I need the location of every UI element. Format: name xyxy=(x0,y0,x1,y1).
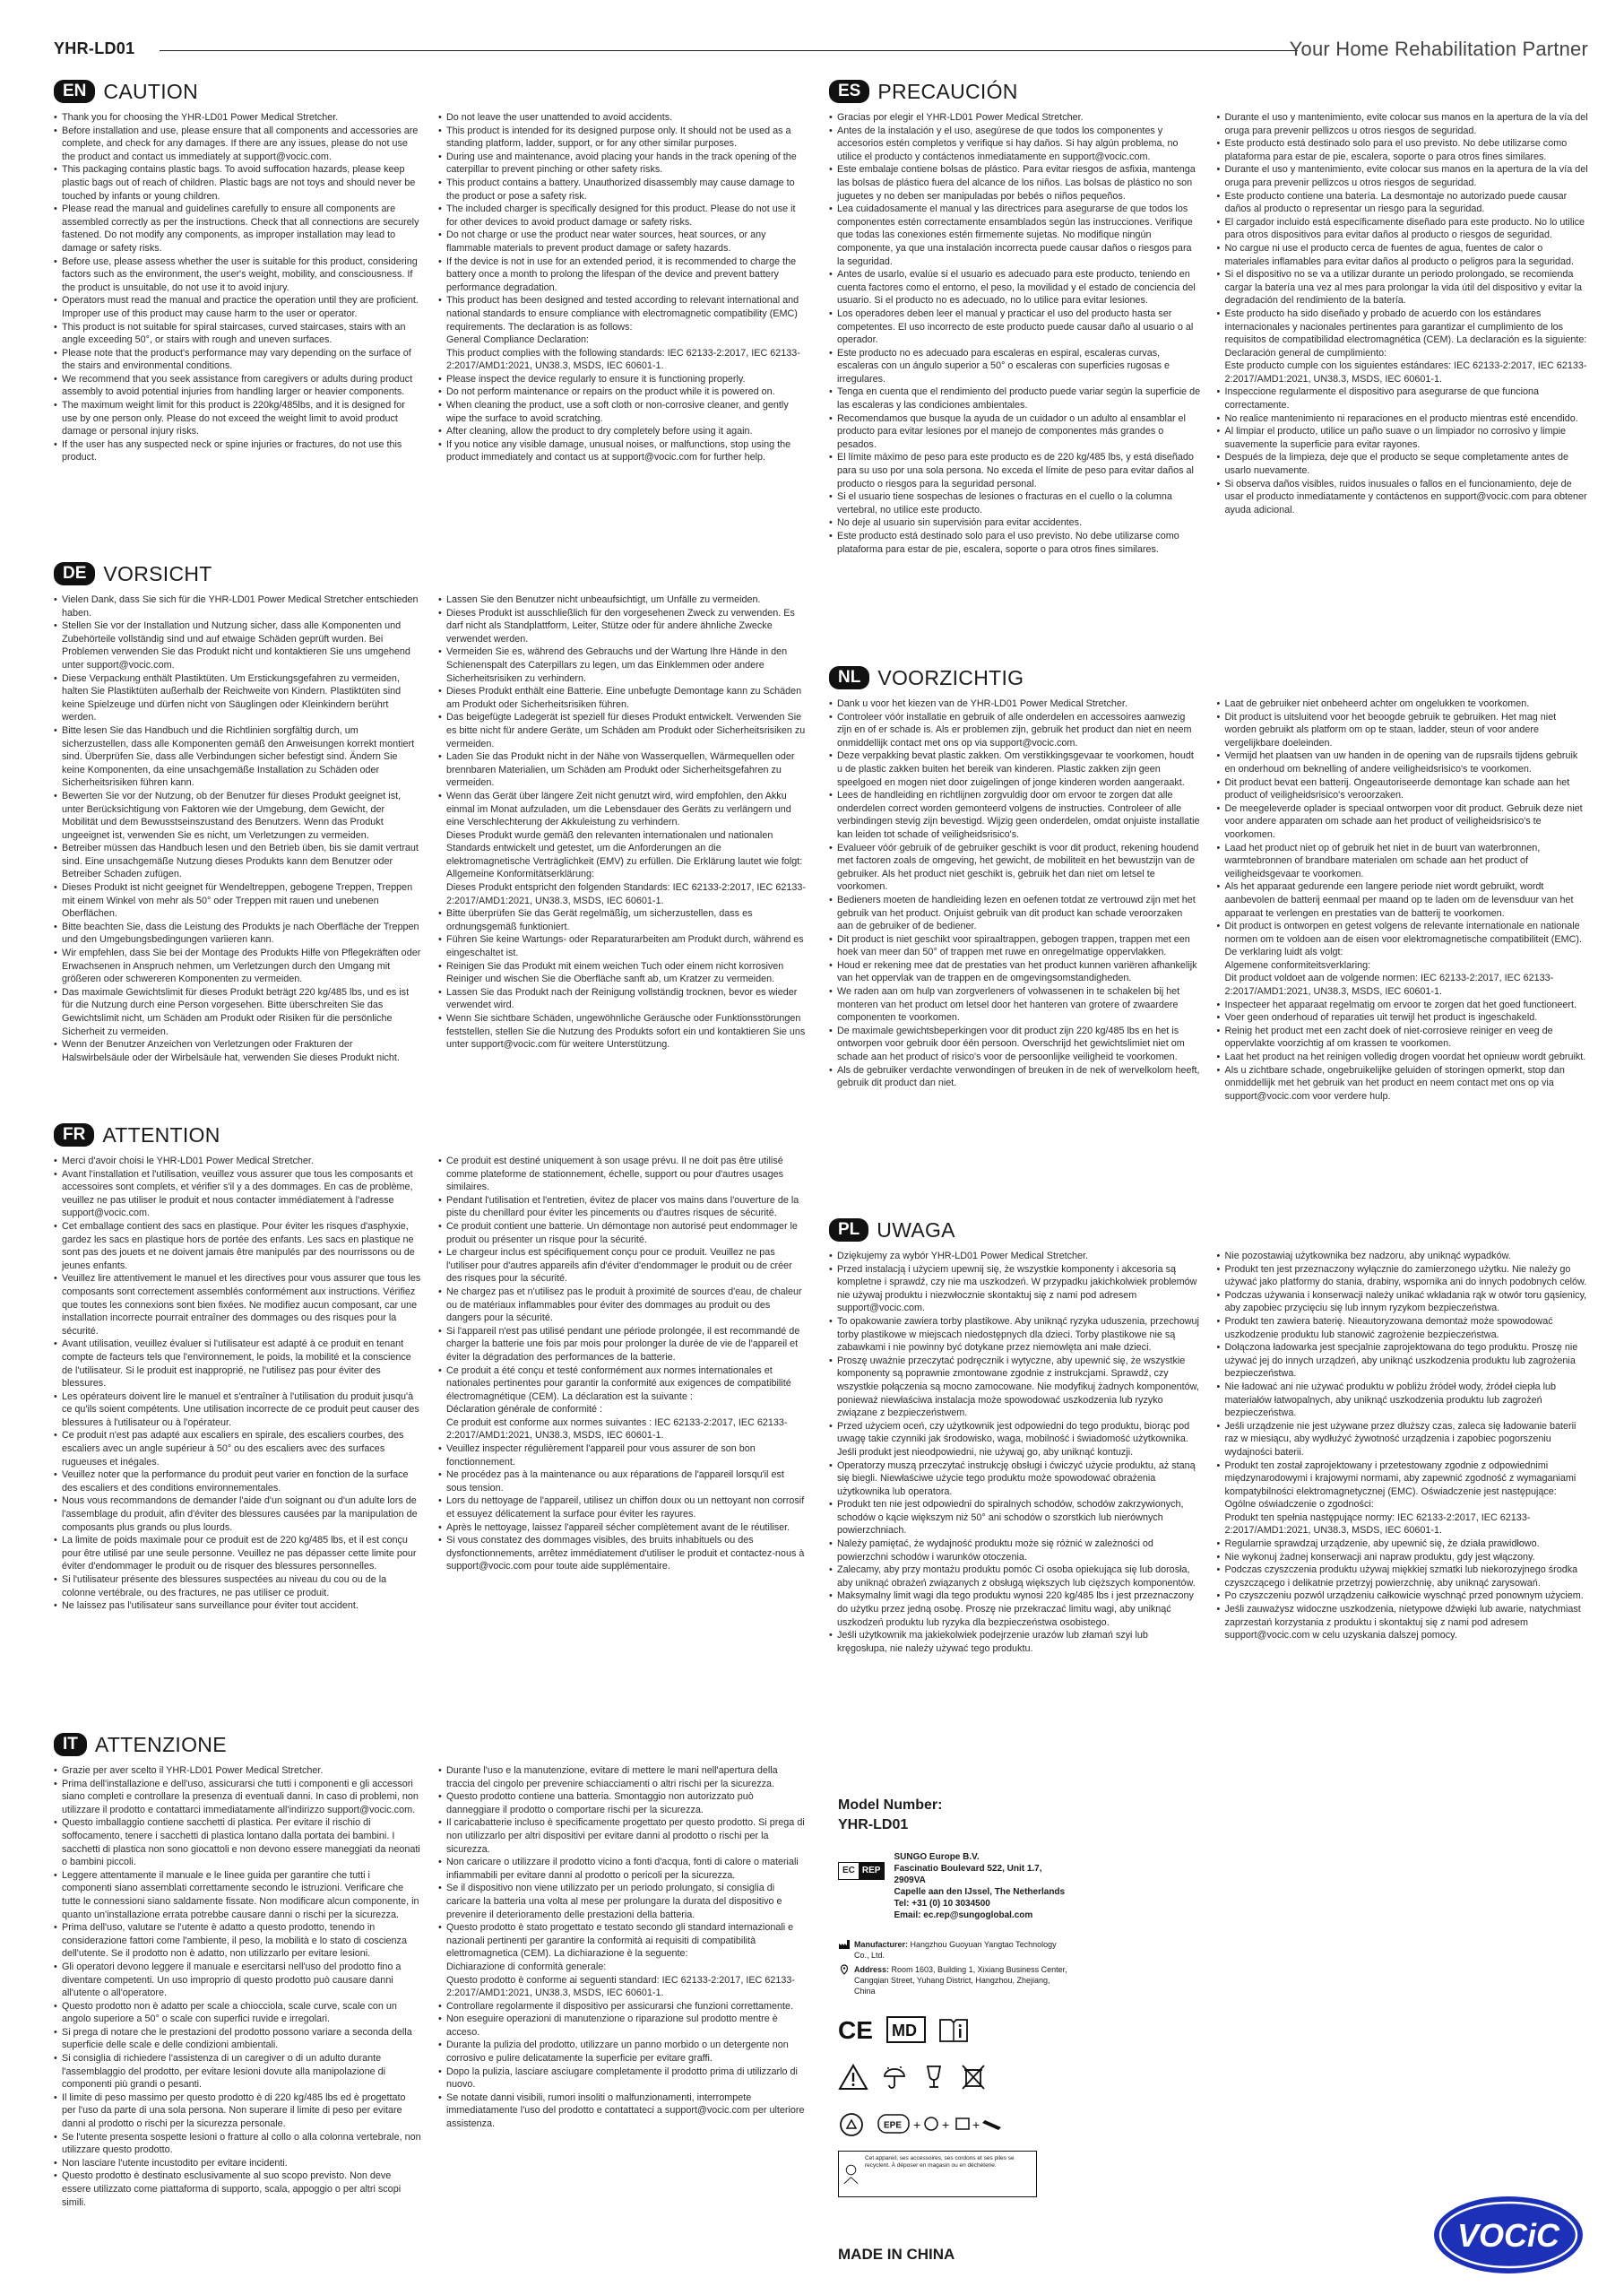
list-item: • Dieses Produkt enthält eine Batterie. Eine unbefugte Demontage kann zu Schäden am Produkt oder Sicherheitsrisiken führen. xyxy=(438,685,807,711)
list-item: • Dopo la pulizia, lasciare asciugare completamente il prodotto prima di utilizzarlo di nuovo. xyxy=(438,2066,807,2091)
caution-list xyxy=(438,1764,807,2131)
list-item: • El límite máximo de peso para este producto es de 220 kg/485 lbs, y está diseñado para su uso por una sola persona. No exceda el límite de peso para evitar daños al producto o riesgos para la seguridad personal. xyxy=(829,451,1201,490)
section-nl xyxy=(829,665,1588,1103)
section-it xyxy=(54,1732,807,2209)
list-item: • Antes de usarlo, evalúe si el usuario es adecuado para este producto, teniendo en cuenta factores como el entorno, el peso, la movilidad y el estado de conciencia del usuario. Si el producto no es adecuado, no lo utilice para evitar lesiones. xyxy=(829,268,1201,307)
list-item: • Cet emballage contient des sacs en plastique. Pour éviter les risques d'asphyxie, gardez les sacs en plastique hors de portée des enfants. Les sacs en plastique ne sont pas des jouets et ne doivent jamais être manipulés par des nourrissons ou de jeunes enfants. xyxy=(54,1220,422,1272)
list-item: • Inspecteer het apparaat regelmatig om ervoor te zorgen dat het goed functioneert. xyxy=(1217,999,1589,1012)
header-rule xyxy=(160,50,1298,51)
list-item: • Questo prodotto contiene una batteria. Smontaggio non autorizzato può danneggiare il prodotto o comportare rischi per la sicurezza. xyxy=(438,1790,807,1816)
list-item: • Si l'utilisateur présente des blessures suspectées au niveau du cou ou de la colonne vertébrale, ou des fractures, ne pas utiliser ce produit. xyxy=(54,1573,422,1599)
ce-mark-icon xyxy=(838,2016,874,2043)
list-item: • Deze verpakking bevat plastic zakken. Om verstikkingsgevaar te voorkomen, houdt u de plastic zakken buiten het bereik van kinderen. Plastic zakken zijn geen speelgoed en mogen niet door zuigelingen of jonge kinderen worden aangeraakt. xyxy=(829,749,1201,789)
list-item: • Houd er rekening mee dat de prestaties van het product kunnen variëren afhankelijk van het oppervlak van de trappen en de omgevingsomstandigheden. xyxy=(829,959,1201,985)
list-item: • Lassen Sie den Benutzer nicht unbeaufsichtigt, um Unfälle zu vermeiden. xyxy=(438,593,807,607)
list-item: • Si vous constatez des dommages visibles, des bruits inhabituels ou des dysfonctionnements, arrêtez immédiatement d'utiliser le produit et contactez-nous à support@vocic.com pour toute aide supplémentaire. xyxy=(438,1534,807,1573)
list-item: • Durante la pulizia del prodotto, utilizzare un panno morbido o un detergente non corrosivo e pulire delicatamente la superficie per evitare graffi. xyxy=(438,2039,807,2065)
list-item: • Nie pozostawiaj użytkownika bez nadzoru, aby uniknąć wypadków. xyxy=(1217,1250,1589,1263)
section-en xyxy=(54,79,807,464)
list-item: • Vermijd het plaatsen van uw handen in de opening van de rupsrails tijdens gebruik en onderhoud om beknelling of andere veiligheidsrisico's te voorkomen. xyxy=(1217,749,1589,775)
list-item: • If you notice any visible damage, unusual noises, or malfunctions, stop using the product immediately and contact us at support@vocic.com for further help. xyxy=(438,438,807,464)
list-item: • Non caricare o utilizzare il prodotto vicino a fonti d'acqua, fonti di calore o materiali infiammabili per evitare danni al prodotto o pericoli per la sicurezza. xyxy=(438,1856,807,1882)
list-item: • No deje al usuario sin supervisión para evitar accidentes. xyxy=(829,516,1201,530)
caution-list xyxy=(829,697,1201,1090)
list-item: • Produkt ten został zaprojektowany i przetestowany zgodnie z odpowiednimi międzynarodowymi i krajowymi normami, aby zapewnić zgodność z wymaganiami kompatybilności elektromagnetycznej (EMC). Oświadczenie jest następujące: xyxy=(1217,1459,1589,1499)
list-item: • Pendant l'utilisation et l'entretien, évitez de placer vos mains dans l'ouverture de la piste du chenillard pour éviter les pincements ou d'autres risques de sécurité. xyxy=(438,1194,807,1220)
svg-text:+: + xyxy=(972,2117,980,2132)
lang-badge-de: DE xyxy=(54,562,95,585)
list-item: • Voer geen onderhoud of reparaties uit terwijl het product is ingeschakeld. xyxy=(1217,1011,1589,1025)
list-item: • Non eseguire operazioni di manutenzione o riparazione sul prodotto mentre è acceso. xyxy=(438,2013,807,2039)
list-item: • Dank u voor het kiezen van de YHR-LD01 Power Medical Stretcher. xyxy=(829,697,1201,711)
list-item: • Before installation and use, please ensure that all components and accessories are complete, and check for any damages. If there are any issues, please do not use the product and contact us immediately at support@vocic.com. xyxy=(54,125,422,164)
list-item: • This packaging contains plastic bags. To avoid suffocation hazards, please keep plastic bags out of reach of children. Plastic bags are not toys and should never be touched by infants or young children. xyxy=(54,163,422,203)
list-item: • Wenn Sie sichtbare Schäden, ungewöhnliche Geräusche oder Funktionsstörungen feststellen, stellen Sie die Nutzung des Produkts sofort ein und kontaktieren Sie uns unter support@vocic.com für weitere Unterstützung. xyxy=(438,1012,807,1052)
keep-dry-icon xyxy=(881,2064,908,2091)
caution-list xyxy=(54,111,422,464)
list-item: • Inspeccione regularmente el dispositivo para asegurarse de que funciona correctamente. xyxy=(1217,385,1589,411)
list-item: • The included charger is specifically designed for this product. Please do not use it for other devices to avoid product damage or safety risks. xyxy=(438,203,807,229)
list-item: • Do not leave the user unattended to avoid accidents. xyxy=(438,111,807,125)
list-item: • Reinigen Sie das Produkt mit einem weichen Tuch oder einem nicht korrosiven Reiniger und wischen Sie die Oberfläche sanft ab, um Kratzer zu vermeiden. xyxy=(438,960,807,986)
svg-text:CE: CE xyxy=(838,2016,873,2043)
list-item: • Vermeiden Sie es, während des Gebrauchs und der Wartung Ihre Hände in den Schienenspalt des Caterpillars zu legen, um das Einklemmen oder andere Sicherheitsrisiken zu verhindern. xyxy=(438,645,807,685)
list-item: • Ce produit a été conçu et testé conformément aux normes internationales et nationales pertinentes pour garantir la conformité aux exigences de compatibilité électromagnétique (CEM). La déclaration est la suivante : xyxy=(438,1364,807,1404)
list-item: • Please read the manual and guidelines carefully to ensure all components are assembled correctly as per the instructions. Check that all connections are securely fastened. Do not modify any components, as improper installation may lead to damage or safety risks. xyxy=(54,203,422,255)
recycle-note: Cet appareil, ses accessoires, ses cordons et ses piles se recyclent. À déposer en magasin ou en déchèterie. xyxy=(865,2155,1015,2169)
list-item: • Dziękujemy za wybór YHR-LD01 Power Medical Stretcher. xyxy=(829,1250,1201,1263)
svg-text:MD: MD xyxy=(892,2022,917,2040)
list-item: • Se il dispositivo non viene utilizzato per un periodo prolungato, si consiglia di caricare la batteria una volta al mese per prolungare la durata del dispositivo e prevenire il deterioramento delle prestazioni della batteria. xyxy=(438,1882,807,1921)
ec-rep-address xyxy=(894,1851,1071,1921)
list-item: • Se notate danni visibili, rumori insoliti o malfunzionamenti, interrompete immediatamente l'uso del prodotto e contattateci a support@vocic.com per ulteriore assistenza. xyxy=(438,2091,807,2131)
tagline: Your Home Rehabilitation Partner xyxy=(1289,38,1588,60)
list-item: • Maksymalny limit wagi dla tego produktu wynosi 220 kg/485 lbs i jest przeznaczony do użytku przez jedną osobę. Proszę nie przekraczać limitu wagi, aby uniknąć uszkodzeń produktu lub ryzyka dla bezpieczeństwa osobistego. xyxy=(829,1589,1201,1629)
list-item: • Stellen Sie vor der Installation und Nutzung sicher, dass alle Komponenten und Zubehörteile vollständig sind und auf etwaige Schäden geprüft wurden. Bei Problemen verwenden Sie das Produkt nicht und kontaktieren Sie uns umgehend unter support@vocic.com. xyxy=(54,619,422,671)
factory-icon xyxy=(838,1939,851,1950)
svg-text:+: + xyxy=(942,2117,950,2132)
lang-badge-fr: FR xyxy=(54,1123,94,1147)
recycling-symbols xyxy=(838,2111,1071,2138)
list-item: • Merci d'avoir choisi le YHR-LD01 Power Medical Stretcher. xyxy=(54,1155,422,1168)
list-item: • This product is intended for its designed purpose only. It should not be used as a standing platform, ladder, support, or for any other similar purposes. xyxy=(438,125,807,151)
caution-list xyxy=(438,1155,807,1573)
list-item: Dieses Produkt wurde gemäß den relevanten internationalen und nationalen Standards entwickelt und getestet, um die Anforderungen an die elektromagnetische Verträglichkeit (EMV) zu erfüllen. Die Erklärung lautet wie folgt: xyxy=(446,829,803,867)
list-item: • Tenga en cuenta que el rendimiento del producto puede variar según la superficie de las escaleras y las condiciones ambientales. xyxy=(829,385,1201,411)
lang-badge-es: ES xyxy=(829,80,869,103)
manufacturer-label: Manufacturer: xyxy=(854,1940,909,1949)
list-item: • Regularnie sprawdzaj urządzenie, aby upewnić się, że działa prawidłowo. xyxy=(1217,1537,1589,1551)
list-item: • Zalecamy, aby przy montażu produktu pomóc Ci osoba opiekująca się lub dorosła, aby uniknąć obrażeń związanych z obsługą większych lub cięższych komponentów. xyxy=(829,1563,1201,1589)
list-item: • Laad het product niet op of gebruik het niet in de buurt van waterbronnen, warmtebronnen of brandbare materialen om schade aan het product of veiligheidsgevaar te voorkomen. xyxy=(1217,842,1589,881)
list-item: • No cargue ni use el producto cerca de fuentes de agua, fuentes de calor o materiales inflamables para evitar daños al producto o peligros para la seguridad. xyxy=(1217,242,1589,268)
list-item: • Bitte lesen Sie das Handbuch und die Richtlinien sorgfältig durch, um sicherzustellen, dass alle Komponenten gemäß den Anweisungen korrekt montiert sind. Überprüfen Sie, dass alle Verbindungen sicher befestigt sind. Ändern Sie keine Komponenten, da eine unsachgemäße Installation zu Schäden oder Sicherheitsrisiken führen kann. xyxy=(54,724,422,790)
list-item: • Please note that the product's performance may vary depending on the surface of the stairs and environmental conditions. xyxy=(54,347,422,373)
list-item: • El cargador incluido está específicamente diseñado para este producto. No lo utilice para otros dispositivos para evitar daños al producto o riesgos de seguridad. xyxy=(1217,216,1589,242)
warning-symbols xyxy=(838,2063,1071,2091)
section-es xyxy=(829,79,1588,556)
list-item: • Nie wykonuj żadnej konserwacji ani napraw produktu, gdy jest włączony. xyxy=(1217,1551,1589,1564)
caution-list xyxy=(54,593,422,1064)
list-item: • Grazie per aver scelto il YHR-LD01 Power Medical Stretcher. xyxy=(54,1764,422,1778)
list-item: • Ne laissez pas l'utilisateur sans surveillance pour éviter tout accident. xyxy=(54,1599,422,1613)
list-item: Este producto cumple con los siguientes estándares: IEC 62133-2:2017, IEC 62133-2:2017/AMD1:2021, UN38.3, MSDS, IEC 60601-1. xyxy=(1224,360,1587,385)
list-item: • Bitte überprüfen Sie das Gerät regelmäßig, um sicherzustellen, dass es ordnungsgemäß funktioniert. xyxy=(438,907,807,933)
list-item: • Si consiglia di richiedere l'assistenza di un caregiver o di un adulto durante l'assemblaggio del prodotto, per evitare lesioni dovute alla manipolazione di componenti più grandi o pesanti. xyxy=(54,2052,422,2091)
list-item: • When cleaning the product, use a soft cloth or non-corrosive cleaner, and gently wipe the surface to avoid scratching. xyxy=(438,399,807,425)
list-item: • Before use, please assess whether the user is suitable for this product, considering factors such as the environment, the user's weight, mobility, and consciousness. If the product is unsuitable, do not use it to avoid injury. xyxy=(54,255,422,295)
list-item: Questo prodotto è conforme ai seguenti standard: IEC 62133-2:2017, IEC 62133-2:2017/AMD1:2021, UN38.3, MSDS, IEC 60601-1. xyxy=(446,1974,795,1999)
list-item: • Lassen Sie das Produkt nach der Reinigung vollständig trocknen, bevor es wieder verwendet wird. xyxy=(438,986,807,1012)
caution-list xyxy=(1217,697,1589,1103)
list-item: • Reinig het product met een zacht doek of niet-corrosieve reiniger en veeg de oppervlakte voorzichtig af om krassen te voorkomen. xyxy=(1217,1025,1589,1051)
ec-rep-badge-right: REP xyxy=(859,1863,885,1879)
caution-list xyxy=(829,1250,1201,1655)
list-item: • Este producto está destinado solo para el uso previsto. No debe utilizarse como plataforma para estar de pie, escalera, soporte o para otros fines similares. xyxy=(1217,137,1589,163)
section-title-de: VORSICHT xyxy=(103,561,212,585)
ec-rep-line: Email: ec.rep@sungoglobal.com xyxy=(894,1910,1033,1920)
list-item: • Dit product is niet geschikt voor spiraaltrappen, gebogen trappen, trappen met een hoek van meer dan 50° of trappen met ruwe en onregelmatige oppervlakken. xyxy=(829,933,1201,959)
list-item: Algemene conformiteitsverklaring: xyxy=(1224,959,1371,971)
list-item: • Do not charge or use the product near water sources, heat sources, or any flammable materials to prevent product damage or safety hazards. xyxy=(438,229,807,255)
list-item: Declaración general de cumplimiento: xyxy=(1224,347,1387,359)
list-item: • If the device is not in use for an extended period, it is recommended to charge the battery once a month to prolong the lifespan of the device and prevent battery performance degradation. xyxy=(438,255,807,295)
list-item: • Prima dell'installazione e dell'uso, assicurarsi che tutti i componenti e gli accessori siano completi e controllare la presenza di eventuali danni. In caso di problemi, non utilizzare il prodotto e contattarci immediatamente all'indirizzo support@vocic.com. xyxy=(54,1778,422,1817)
caution-list xyxy=(438,111,807,464)
ec-rep-line: SUNGO Europe B.V. xyxy=(894,1852,980,1862)
list-item: • Si observa daños visibles, ruidos inusuales o fallos en el funcionamiento, deje de usar el producto inmediatamente y contáctenos en support@vocic.com para obtener ayuda adicional. xyxy=(1217,478,1589,517)
list-item: • Si el dispositivo no se va a utilizar durante un periodo prolongado, se recomienda cargar la batería una vez al mes para prolongar la vida útil del dispositivo y evitar la degradación del rendimiento de la batería. xyxy=(1217,268,1589,307)
list-item: • Produkt ten jest przeznaczony wyłącznie do zamierzonego użytku. Nie należy go używać jako platformy do stania, drabiny, wspornika ani do innych podobnych celów. xyxy=(1217,1263,1589,1289)
lang-badge-en: EN xyxy=(54,80,95,103)
caution-list xyxy=(438,593,807,1052)
list-item: • Podczas czyszczenia produktu używaj miękkiej szmatki lub niekorozyjnego środka czyszczącego i delikatnie przetrzyj powierzchnię, aby uniknąć zarysowań. xyxy=(1217,1563,1589,1589)
caution-list xyxy=(54,1155,422,1613)
ec-rep-block xyxy=(838,1851,1071,1921)
section-pl xyxy=(829,1217,1588,1655)
list-item: • Produkt ten zawiera baterię. Nieautoryzowana demontaż może spowodować uszkodzenie produktu lub stanowić zagrożenie bezpieczeństwa. xyxy=(1217,1315,1589,1341)
caution-list xyxy=(54,1764,422,2209)
list-item: • If the user has any suspected neck or spine injuries or fractures, do not use this product. xyxy=(54,438,422,464)
list-item: • Das maximale Gewichtslimit für dieses Produkt beträgt 220 kg/485 lbs, und es ist für die Nutzung durch eine Person vorgesehen. Bitte überschreiten Sie das Gewichtslimit nicht, um Schäden am Produkt oder Risiken für die persönliche Sicherheit zu vermeiden. xyxy=(54,986,422,1038)
list-item: • Avant l'installation et l'utilisation, veuillez vous assurer que tous les composants et accessoires sont complets, et vérifier s'il y a des dommages. En cas de problème, veuillez ne pas utiliser le produit et nous contacter immédiatement à l'adresse support@vocic.com. xyxy=(54,1168,422,1220)
lang-badge-pl: PL xyxy=(829,1218,868,1242)
list-item: • Dieses Produkt ist nicht geeignet für Wendeltreppen, gebogene Treppen, Treppen mit einem Winkel von mehr als 50° oder Treppen mit rauen und unebenen Oberflächen. xyxy=(54,881,422,921)
list-item: • Laat de gebruiker niet onbeheerd achter om ongelukken te voorkomen. xyxy=(1217,697,1589,711)
list-item: • Ce produit contient une batterie. Un démontage non autorisé peut endommager le produit ou présenter un risque pour la sécurité. xyxy=(438,1220,807,1246)
section-title-es: PRECAUCIÓN xyxy=(877,79,1018,103)
list-item: • Avant utilisation, veuillez évaluer si l'utilisateur est adapté à ce produit en tenant compte de facteurs tels que l'environnement, le poids, la mobilité et la conscience de l'utilisateur. Si le produit est inapproprié, ne l'utilisez pas pour éviter des blessures. xyxy=(54,1338,422,1390)
list-item: • Este embalaje contiene bolsas de plástico. Para evitar riesgos de asfixia, mantenga las bolsas de plástico fuera del alcance de los niños. Las bolsas de plástico no son juguetes y no deben ser manipuladas por bebés o niños pequeños. xyxy=(829,163,1201,203)
list-item: • Durante el uso y mantenimiento, evite colocar sus manos en la apertura de la vía del oruga para prevenir pellizcos u otros riesgos de seguridad. xyxy=(1217,163,1589,189)
list-item: • The maximum weight limit for this product is 220kg/485lbs, and it is designed for use by one person only. Please do not exceed the weight limit to avoid product damage or personal injury risks. xyxy=(54,399,422,438)
list-item: • Lors du nettoyage de l'appareil, utilisez un chiffon doux ou un nettoyant non corrosif et essuyez délicatement la surface pour éviter les rayures. xyxy=(438,1494,807,1520)
list-item: • Jeśli zauważysz widoczne uszkodzenia, nietypowe dźwięki lub awarie, natychmiast zaprzestań korzystania z produktu i skontaktuj się z nami pod adresem support@vocic.com w celu uzyskania dalszej pomocy. xyxy=(1217,1603,1589,1642)
list-item: • To opakowanie zawiera torby plastikowe. Aby uniknąć ryzyka uduszenia, przechowuj torby plastikowe w miejscach niedostępnych dla dzieci. Torby plastikowe nie są zabawkami i nie powinny być dotykane przez niemowlęta ani małe dzieci. xyxy=(829,1315,1201,1355)
list-item: • Il caricabatterie incluso è specificamente progettato per questo prodotto. Si prega di non utilizzarlo per altri dispositivi per evitare danni al prodotto o rischi per la sicurezza. xyxy=(438,1816,807,1856)
list-item: • Questo prodotto non è adatto per scale a chiocciola, scale curve, scale con un angolo superiore a 50° o scale con superfici ruvide e irregolari. xyxy=(54,2000,422,2026)
list-item: • Ce produit est destiné uniquement à son usage prévu. Il ne doit pas être utilisé comme plateforme de stationnement, échelle, support ou pour d'autres usages similaires. xyxy=(438,1155,807,1194)
list-item: • Das beigefügte Ladegerät ist speziell für dieses Produkt entwickelt. Verwenden Sie es bitte nicht für andere Geräte, um Schäden am Produkt oder Sicherheitsrisiken zu vermeiden. xyxy=(438,711,807,750)
list-item: • Bitte beachten Sie, dass die Leistung des Produkts je nach Oberfläche der Treppen und den Umgebungsbedingungen variieren kann. xyxy=(54,921,422,947)
list-item: • Dit product bevat een batterij. Ongeautoriseerde demontage kan schade aan het product of veiligheidsrisico's veroorzaken. xyxy=(1217,776,1589,802)
list-item: • Durante l'uso e la manutenzione, evitare di mettere le mani nell'apertura della traccia del cingolo per prevenire schiacciamenti o altri rischi per la sicurezza. xyxy=(438,1764,807,1790)
triman-recycling-label xyxy=(838,2151,1037,2197)
list-item: • Dieses Produkt ist ausschließlich für den vorgesehenen Zweck zu verwenden. Es darf nicht als Standplattform, Leiter, Stütze oder für andere ähnliche Zwecke verwendet werden. xyxy=(438,607,807,646)
recycle-paper-icon xyxy=(838,2111,865,2138)
made-in-label: MADE IN CHINA xyxy=(838,2246,955,2263)
list-item: • Los operadores deben leer el manual y practicar el uso del producto hasta ser competentes. El uso incorrecto de este producto puede causar daño al usuario o al operador. xyxy=(829,307,1201,347)
list-item: • Veuillez lire attentivement le manuel et les directives pour vous assurer que tous les composants sont correctement assemblés conformément aux instructions. Vérifiez que toutes les connexions sont bien fixées. Ne modifiez aucun composant, car une installation incorrecte pourrait entraîner des dommages ou des risques pour la sécurité. xyxy=(54,1272,422,1338)
list-item: Déclaration générale de conformité : xyxy=(446,1404,603,1416)
ec-rep-badge-left: EC xyxy=(842,1866,855,1875)
list-item: This product complies with the following standards: IEC 62133-2:2017, IEC 62133-2:2017/AMD1:2021, UN38.3, MSDS, IEC 60601-1. xyxy=(446,347,800,372)
list-item: • Les opérateurs doivent lire le manuel et s'entraîner à l'utilisation du produit jusqu'à ce qu'ils soient compétents. Une utilisation incorrecte de ce produit peut causer des blessures à l'utilisateur ou à l'opérateur. xyxy=(54,1390,422,1430)
list-item: • Veuillez noter que la performance du produit peut varier en fonction de la surface des escaliers et des conditions environnementales. xyxy=(54,1468,422,1494)
list-item: • Dit product is ontworpen en getest volgens de relevante internationale en nationale normen om te voldoen aan de eisen voor elektromagnetische compatibiliteit (EMC). De verklaring luidt als volgt: xyxy=(1217,920,1589,959)
list-item: • Należy pamiętać, że wydajność produktu może się różnić w zależności od powierzchni schodów i warunków otoczenia. xyxy=(829,1537,1201,1563)
section-title-nl: VOORZICHTIG xyxy=(877,665,1024,689)
regulatory-symbols xyxy=(838,2016,1071,2043)
list-item: • Ne chargez pas et n'utilisez pas le produit à proximité de sources d'eau, de chaleur ou de matériaux inflammables pour éviter des dommages au produit ou des dangers pour la sécurité. xyxy=(438,1286,807,1325)
list-item: • Gracias por elegir el YHR-LD01 Power Medical Stretcher. xyxy=(829,111,1201,125)
caution-list xyxy=(829,111,1201,556)
list-item: Allgemeine Konformitätserklärung: xyxy=(446,869,595,880)
list-item: • Este producto ha sido diseñado y probado de acuerdo con los estándares internacionales y nacionales pertinentes para garantizar el cumplimiento de los requisitos de compatibilidad electromagnética (CEM). La declaración es la siguiente: xyxy=(1217,307,1589,347)
list-item: • Controleer vóór installatie en gebruik of alle onderdelen en accessoires aanwezig zijn en of er schade is. Als er problemen zijn, gebruik het product dan niet en neem onmiddellijk contact met ons op via support@vocic.com. xyxy=(829,711,1201,750)
section-fr xyxy=(54,1122,807,1613)
list-item: • Si el usuario tiene sospechas de lesiones o fracturas en el cuello o la columna vertebral, no utilice este producto. xyxy=(829,490,1201,516)
list-item: • Nous vous recommandons de demander l'aide d'un soignant ou d'un adulte lors de l'assemblage du produit, afin d'éviter des blessures causées par la manipulation de composants plus grands ou plus lourds. xyxy=(54,1494,422,1534)
ec-rep-line: Fascinatio Boulevard 522, Unit 1.7, 2909VA xyxy=(894,1864,1042,1885)
list-item: Dieses Produkt entspricht den folgenden Standards: IEC 62133-2:2017, IEC 62133-2:2017/AMD1:2021, UN38.3, MSDS, IEC 60601-1. xyxy=(446,882,806,906)
list-item: • Questo imballaggio contiene sacchetti di plastica. Per evitare il rischio di soffocamento, tenere i sacchetti di plastica lontano dalla portata dei bambini. I sacchetti di plastica non sono giocattoli e non devono essere maneggiati da neonati o bambini piccoli. xyxy=(54,1816,422,1868)
list-item: • Este producto no es adecuado para escaleras en espiral, escaleras curvas, escaleras con un ángulo superior a 50° o escaleras con superficies rugosas e irregulares. xyxy=(829,347,1201,386)
list-item: • Dit product is uitsluitend voor het beoogde gebruik te gebruiken. Het mag niet worden gebruikt als platform om op te staan, ladder, steun of voor andere vergelijkbare doeleinden. xyxy=(1217,711,1589,750)
list-item: • Ne procédez pas à la maintenance ou aux réparations de l'appareil lorsqu'il est sous tension. xyxy=(438,1468,807,1494)
list-item: • Al limpiar el producto, utilice un paño suave o un limpiador no corrosivo y limpie suavemente la superficie para evitar rayones. xyxy=(1217,425,1589,451)
section-title-it: ATTENZIONE xyxy=(94,1732,227,1756)
list-item: • Este producto contiene una batería. La desmontaje no autorizado puede causar daños al producto o representar un riesgo para la seguridad. xyxy=(1217,190,1589,216)
list-item: • Podczas używania i konserwacji należy unikać wkładania rąk w otwór toru gąsienicy, aby zapobiec przycięciu się lub innym ryzykom bezpieczeństwa. xyxy=(1217,1289,1589,1315)
list-item: • We recommend that you seek assistance from caregivers or adults during product assembly to avoid potential injuries from handling larger or heavier components. xyxy=(54,373,422,399)
list-item: • La limite de poids maximale pour ce produit est de 220 kg/485 lbs, et il est conçu pour être utilisé par une seule personne. Veuillez ne pas dépasser cette limite pour éviter d'endommager le produit ou de risquer des blessures personnelles. xyxy=(54,1534,422,1573)
lang-badge-it: IT xyxy=(54,1733,87,1756)
list-item: • No realice mantenimiento ni reparaciones en el producto mientras esté encendido. xyxy=(1217,412,1589,426)
list-item: • After cleaning, allow the product to dry completely before using it again. xyxy=(438,425,807,438)
list-item: • Po czyszczeniu pozwól urządzeniu całkowicie wyschnąć przed ponownym użyciem. xyxy=(1217,1589,1589,1603)
list-item: • Laden Sie das Produkt nicht in der Nähe von Wasserquellen, Wärmequellen oder brennbaren Materialien, um Schäden am Produkt oder Sicherheitsgefahren zu vermeiden. xyxy=(438,750,807,790)
list-item: • Prima dell'uso, valutare se l'utente è adatto a questo prodotto, tenendo in considerazione fattori come l'ambiente, il peso, la mobilità e lo stato di coscienza dell'utente. Se il prodotto non è adatto, non utilizzarlo per evitare lesioni. xyxy=(54,1921,422,1961)
list-item: • Lea cuidadosamente el manual y las directrices para asegurarse de que todos los componentes estén correctamente ensamblados según las instrucciones. Verifique que todas las conexiones estén firmemente sujetas. No modifique ningún componente, ya que una instalación incorrecta puede causar daños o riesgos para la seguridad. xyxy=(829,203,1201,268)
list-item: • This product is not suitable for spiral staircases, curved staircases, stairs with an angle exceeding 50°, or stairs with rough and uneven surfaces. xyxy=(54,321,422,347)
md-mark-icon xyxy=(886,2016,926,2043)
list-item: • Operators must read the manual and practice the operation until they are proficient. Improper use of this product may cause harm to the user or operator. xyxy=(54,294,422,320)
list-item: • De maximale gewichtsbeperkingen voor dit product zijn 220 kg/485 lbs en het is ontworpen voor gebruik door één persoon. Overschrijd het gewichtslimiet niet om schade aan het product of risico's voor de persoonlijke veiligheid te voorkomen. xyxy=(829,1025,1201,1064)
list-item: • Lees de handleiding en richtlijnen zorgvuldig door om ervoor te zorgen dat alle onderdelen correct worden gemonteerd volgens de instructies. Controleer of alle verbindingen stevig zijn bevestigd. Wijzig geen onderdelen, omdat onjuiste installatie kan leiden tot schade of veiligheidsrisico's. xyxy=(829,789,1201,841)
list-item: • Leggere attentamente il manuale e le linee guida per garantire che tutti i componenti siano assemblati correttamente secondo le istruzioni. Verificare che tutte le connessioni siano saldamente fissate. Non modificare alcun componente, in quanto un'installazione errata potrebbe causare danni o rischi per la sicurezza. xyxy=(54,1869,422,1921)
list-item: • Przed instalacją i użyciem upewnij się, że wszystkie komponenty i akcesoria są kompletne i sprawdź, czy nie ma uszkodzeń. W przypadku jakichkolwiek problemów nie używaj produktu i niezwłocznie skontaktuj się z nami pod adresem support@vocic.com. xyxy=(829,1263,1201,1315)
list-item: • Après le nettoyage, laissez l'appareil sécher complètement avant de le réutiliser. xyxy=(438,1521,807,1535)
list-item: • This product contains a battery. Unauthorized disassembly may cause damage to the product or pose a safety risk. xyxy=(438,177,807,203)
list-item: Dichiarazione di conformità generale: xyxy=(446,1961,607,1972)
section-de xyxy=(54,561,807,1064)
list-item: • Wenn das Gerät über längere Zeit nicht genutzt wird, wird empfohlen, den Akku einmal im Monat aufzuladen, um die Lebensdauer des Geräts zu verlängern und eine Verschlechterung der Akkuleistung zu verhindern. xyxy=(438,790,807,829)
list-item: • Proszę uważnie przeczytać podręcznik i wytyczne, aby upewnić się, że wszystkie komponenty są poprawnie zmontowane zgodnie z instrukcjami. Sprawdź, czy wszystkie połączenia są mocno zamocowane. Nie modyfikuj żadnych komponentów, ponieważ niewłaściwa instalacja może spowodować uszkodzenia lub ryzyko związane z bezpieczeństwem. xyxy=(829,1355,1201,1420)
list-item: • Bewerten Sie vor der Nutzung, ob der Benutzer für dieses Produkt geeignet ist, unter Berücksichtigung von Faktoren wie der Umgebung, dem Gewicht, der Mobilität und dem Bewusstseinszustand des Benutzers. Wenn das Produkt ungeeignet ist, verwenden Sie es nicht, um Verletzungen zu vermeiden. xyxy=(54,790,422,842)
section-title-pl: UWAGA xyxy=(877,1217,955,1242)
list-item: • Veuillez inspecter régulièrement l'appareil pour vous assurer de son bon fonctionnement. xyxy=(438,1442,807,1468)
list-item: • Jeśli użytkownik ma jakiekolwiek podejrzenie urazów lub złamań szyi lub kręgosłupa, nie należy używać tego produktu. xyxy=(829,1629,1201,1655)
list-item: Dit product voldoet aan de volgende normen: IEC 62133-2:2017, IEC 62133-2:2017/AMD1:2021, UN38.3, MSDS, IEC 60601-1. xyxy=(1224,973,1554,998)
epe-packaging-icon xyxy=(877,2111,1012,2138)
list-item: • Als de gebruiker verdachte verwondingen of breuken in de nek of wervelkolom heeft, gebruik dit product dan niet. xyxy=(829,1064,1201,1090)
list-item: • We raden aan om hulp van zorgverleners of volwassenen in te schakelen bij het monteren van het product om letsel door het hanteren van grotere of zwaardere componenten te voorkomen. xyxy=(829,985,1201,1025)
list-item: • Bedieners moeten de handleiding lezen en oefenen totdat ze vertrouwd zijn met het gebruik van het product. Onjuist gebruik van dit product kan schade veroorzaken aan de gebruiker of de bediener. xyxy=(829,894,1201,933)
lang-badge-nl: NL xyxy=(829,666,869,689)
list-item: • Als het apparaat gedurende een langere periode niet wordt gebruikt, wordt aanbevolen de batterij eenmaal per maand op te laden om de levensduur van het apparaat te verlengen en prestaties van de batterij te voorkomen. xyxy=(1217,880,1589,920)
list-item: • Durante el uso y mantenimiento, evite colocar sus manos en la apertura de la vía del oruga para prevenir pellizcos u otros riesgos de seguridad. xyxy=(1217,111,1589,137)
manufacturer-block xyxy=(838,1939,1071,1996)
fragile-icon xyxy=(920,2064,947,2091)
weee-bin-icon xyxy=(960,2063,987,2091)
list-item: • Ce produit n'est pas adapté aux escaliers en spirale, des escaliers courbes, des escaliers avec un angle supérieur à 50° ou des escaliers avec des surfaces rugueuses et inégales. xyxy=(54,1429,422,1468)
logo-text: VOCiC xyxy=(1456,2217,1560,2254)
ec-rep-line: Tel: +31 (0) 10 3034500 xyxy=(894,1899,990,1909)
list-item: • Questo prodotto è destinato esclusivamente al suo scopo previsto. Non deve essere utilizzato come piattaforma di supporto, scala, appoggio o per altri scopi simili. xyxy=(54,2169,422,2209)
list-item: • Führen Sie keine Wartungs- oder Reparaturarbeiten am Produkt durch, während es eingeschaltet ist. xyxy=(438,933,807,959)
model-number-value: YHR-LD01 xyxy=(838,1817,909,1832)
model-number-label: Model Number: xyxy=(838,1797,943,1813)
list-item: • Diese Verpackung enthält Plastiktüten. Um Erstickungsgefahren zu vermeiden, halten Sie Plastiktüten außerhalb der Reichweite von Kindern. Plastiktüten sind keine Spielzeuge und dürfen nicht von Säuglingen oder Kleinkindern berührt werden. xyxy=(54,672,422,724)
list-item: • Please inspect the device regularly to ensure it is functioning properly. xyxy=(438,373,807,386)
page-header xyxy=(54,36,1588,66)
list-item: • Laat het product na het reinigen volledig drogen voordat het opnieuw wordt gebruikt. xyxy=(1217,1051,1589,1064)
warning-triangle-icon xyxy=(838,2064,868,2091)
list-item: • Do not perform maintenance or repairs on the product while it is powered on. xyxy=(438,385,807,399)
list-item: • Il limite di peso massimo per questo prodotto è di 220 kg/485 lbs ed è progettato per l'uso da parte di una sola persona. Non superare il limite di peso per evitare danni al prodotto o rischi per la sicurezza personale. xyxy=(54,2091,422,2131)
list-item: • Si l'appareil n'est pas utilisé pendant une période prolongée, il est recommandé de charger la batterie une fois par mois pour prolonger la durée de vie de l'appareil et éviter la dégradation des performances de la batterie. xyxy=(438,1325,807,1364)
list-item: • Przed użyciem oceń, czy użytkownik jest odpowiedni do tego produktu, biorąc pod uwagę takie czynniki jak środowisko, waga, mobilność i świadomość użytkownika. Jeśli produkt jest nieodpowiedni, nie używaj go, aby uniknąć kontuzji. xyxy=(829,1420,1201,1459)
list-item: • Después de la limpieza, deje que el producto se seque completamente antes de usarlo nuevamente. xyxy=(1217,451,1589,477)
list-item: • This product has been designed and tested according to relevant international and national standards to ensure compliance with electromagnetic compatibility (EMC) requirements. The declaration is as follows: xyxy=(438,294,807,333)
list-item: • Controllare regolarmente il dispositivo per assicurarsi che funzioni correttamente. xyxy=(438,2000,807,2014)
caution-list xyxy=(1217,111,1589,516)
section-title-fr: ATTENTION xyxy=(102,1122,220,1147)
list-item: • Wenn der Benutzer Anzeichen von Verletzungen oder Frakturen der Halswirbelsäule oder der Wirbelsäule hat, verwenden Sie dieses Produkt nicht. xyxy=(54,1038,422,1064)
triman-icon xyxy=(839,2152,863,2195)
list-item: • Betreiber müssen das Handbuch lesen und den Betrieb üben, bis sie damit vertraut sind. Eine unsachgemäße Nutzung dieses Produkts kann dem Benutzer oder Betreiber Schaden zufügen. xyxy=(54,842,422,881)
model-tag: YHR-LD01 xyxy=(54,39,135,57)
ec-rep-icon xyxy=(838,1862,885,1880)
location-icon xyxy=(838,1964,851,1975)
list-item: • Wir empfehlen, dass Sie bei der Montage des Produkts Hilfe von Pflegekräften oder Erwachsenen in Anspruch nehmen, um Verletzungen durch den Umgang mit größeren oder schwereren Komponenten zu vermeiden. xyxy=(54,947,422,986)
list-item: • Questo prodotto è stato progettato e testato secondo gli standard internazionali e nazionali pertinenti per garantire la conformità ai requisiti di compatibilità elettromagnetica (CEM). La dichiarazione è la seguente: xyxy=(438,1921,807,1961)
ec-rep-line: Capelle aan den IJssel, The Netherlands xyxy=(894,1887,1066,1897)
list-item: Produkt ten spełnia następujące normy: IEC 62133-2:2017, IEC 62133-2:2017/AMD1:2021, UN38.3, MSDS, IEC 60601-1. xyxy=(1224,1511,1531,1537)
address-label: Address: xyxy=(854,1965,890,1974)
list-item: • Le chargeur inclus est spécifiquement conçu pour ce produit. Veuillez ne pas l'utiliser pour d'autres appareils afin d'éviter d'endommager le produit ou de créer des risques pour la sécurité. xyxy=(438,1246,807,1286)
list-item: • Evalueer vóór gebruik of de gebruiker geschikt is voor dit product, rekening houdend met factoren zoals de omgeving, het gewicht, de mobiliteit en het bewustzijn van de gebruiker. Als het product niet geschikt is, gebruik het dan niet om letsel te voorkomen. xyxy=(829,842,1201,894)
list-item: • Se l'utente presenta sospette lesioni o fratture al collo o alla colonna vertebrale, non utilizzare questo prodotto. xyxy=(54,2131,422,2157)
list-item: • Este producto está destinado solo para el uso previsto. No debe utilizarse como plataforma para estar de pie, escalera, soporte o para otros fines similares. xyxy=(829,530,1201,556)
list-item: • During use and maintenance, avoid placing your hands in the track opening of the caterpillar to prevent pinching or other safety risks. xyxy=(438,151,807,177)
list-item: • Gli operatori devono leggere il manuale e esercitarsi nell'uso del prodotto fino a diventare competenti. Un uso improprio di questo prodotto può causare danni all'utente o all'operatore. xyxy=(54,1961,422,2000)
list-item: Ogólne oświadczenie o zgodności: xyxy=(1224,1499,1374,1511)
list-item: • Nie ładować ani nie używać produktu w pobliżu źródeł wody, źródeł ciepła lub materiałów łatwopalnych, aby uniknąć uszkodzenia produktu lub zagrożeń bezpieczeństwa. xyxy=(1217,1381,1589,1420)
manual-info-icon xyxy=(938,2016,969,2043)
product-info xyxy=(838,1797,1071,2197)
list-item: • Dołączona ładowarka jest specjalnie zaprojektowana do tego produktu. Proszę nie używać jej do innych urządzeń, aby uniknąć uszkodzenia produktu lub zagrożenia bezpieczeństwa. xyxy=(1217,1341,1589,1381)
svg-text:+: + xyxy=(913,2117,921,2132)
caution-list xyxy=(1217,1250,1589,1642)
section-title-en: CAUTION xyxy=(103,79,199,103)
list-item: • Jeśli urządzenie nie jest używane przez dłuższy czas, zaleca się ładowanie baterii raz w miesiącu, aby wydłużyć żywotność urządzenia i zapobiec pogorszeniu wydajności baterii. xyxy=(1217,1420,1589,1459)
list-item: • Non lasciare l'utente incustodito per evitare incidenti. xyxy=(54,2157,422,2170)
manufacturer-address: Room 1603, Building 1, Xixiang Business Center, Cangqian Street, Yuhang District, Hangzhou, Zhejiang, China xyxy=(854,1965,1067,1996)
list-item: • Antes de la instalación y el uso, asegúrese de que todos los componentes y accesorios estén completos y verifique si hay daños. Si hay algún problema, no utilice el producto y contáctenos inmediatamente en support@vocic.com. xyxy=(829,125,1201,164)
list-item: Ce produit est conforme aux normes suivantes : IEC 62133-2:2017, IEC 62133-2:2017/AMD1:2021, UN38.3, MSDS, IEC 60601-1. xyxy=(446,1416,788,1442)
manufacturer-name: Hangzhou Guoyuan Yangtao Technology Co., Ltd. xyxy=(854,1940,1057,1960)
svg-text:EPE: EPE xyxy=(884,2120,903,2131)
vocic-logo xyxy=(1432,2195,1585,2275)
list-item: General Compliance Declaration: xyxy=(446,334,590,346)
list-item: • Recomendamos que busque la ayuda de un cuidador o un adulto al ensamblar el producto para evitar lesiones por el manejo de componentes más grandes o pesados. xyxy=(829,412,1201,452)
list-item: • Produkt ten nie jest odpowiedni do spiralnych schodów, schodów zakrzywionych, schodów o kącie większym niż 50° ani schodów o szorstkich lub nierównych powierzchniach. xyxy=(829,1498,1201,1537)
list-item: • Thank you for choosing the YHR-LD01 Power Medical Stretcher. xyxy=(54,111,422,125)
list-item: • Als u zichtbare schade, ongebruikelijke geluiden of storingen opmerkt, stop dan onmiddellijk met het gebruik van het product en neem contact met ons op via support@vocic.com voor verdere hulp. xyxy=(1217,1064,1589,1104)
list-item: • De meegeleverde oplader is speciaal ontworpen voor dit product. Gebruik deze niet voor andere apparaten om schade aan het product of veiligheidsrisico's te voorkomen. xyxy=(1217,802,1589,842)
list-item: • Operatorzy muszą przeczytać instrukcję obsługi i ćwiczyć użycie produktu, aż staną się biegli. Niewłaściwe użycie tego produktu może spowodować obrażenia użytkownika lub operatora. xyxy=(829,1459,1201,1499)
list-item: • Si prega di notare che le prestazioni del prodotto possono variare a seconda della superficie delle scale e delle condizioni ambientali. xyxy=(54,2026,422,2052)
list-item: • Vielen Dank, dass Sie sich für die YHR-LD01 Power Medical Stretcher entschieden haben. xyxy=(54,593,422,619)
